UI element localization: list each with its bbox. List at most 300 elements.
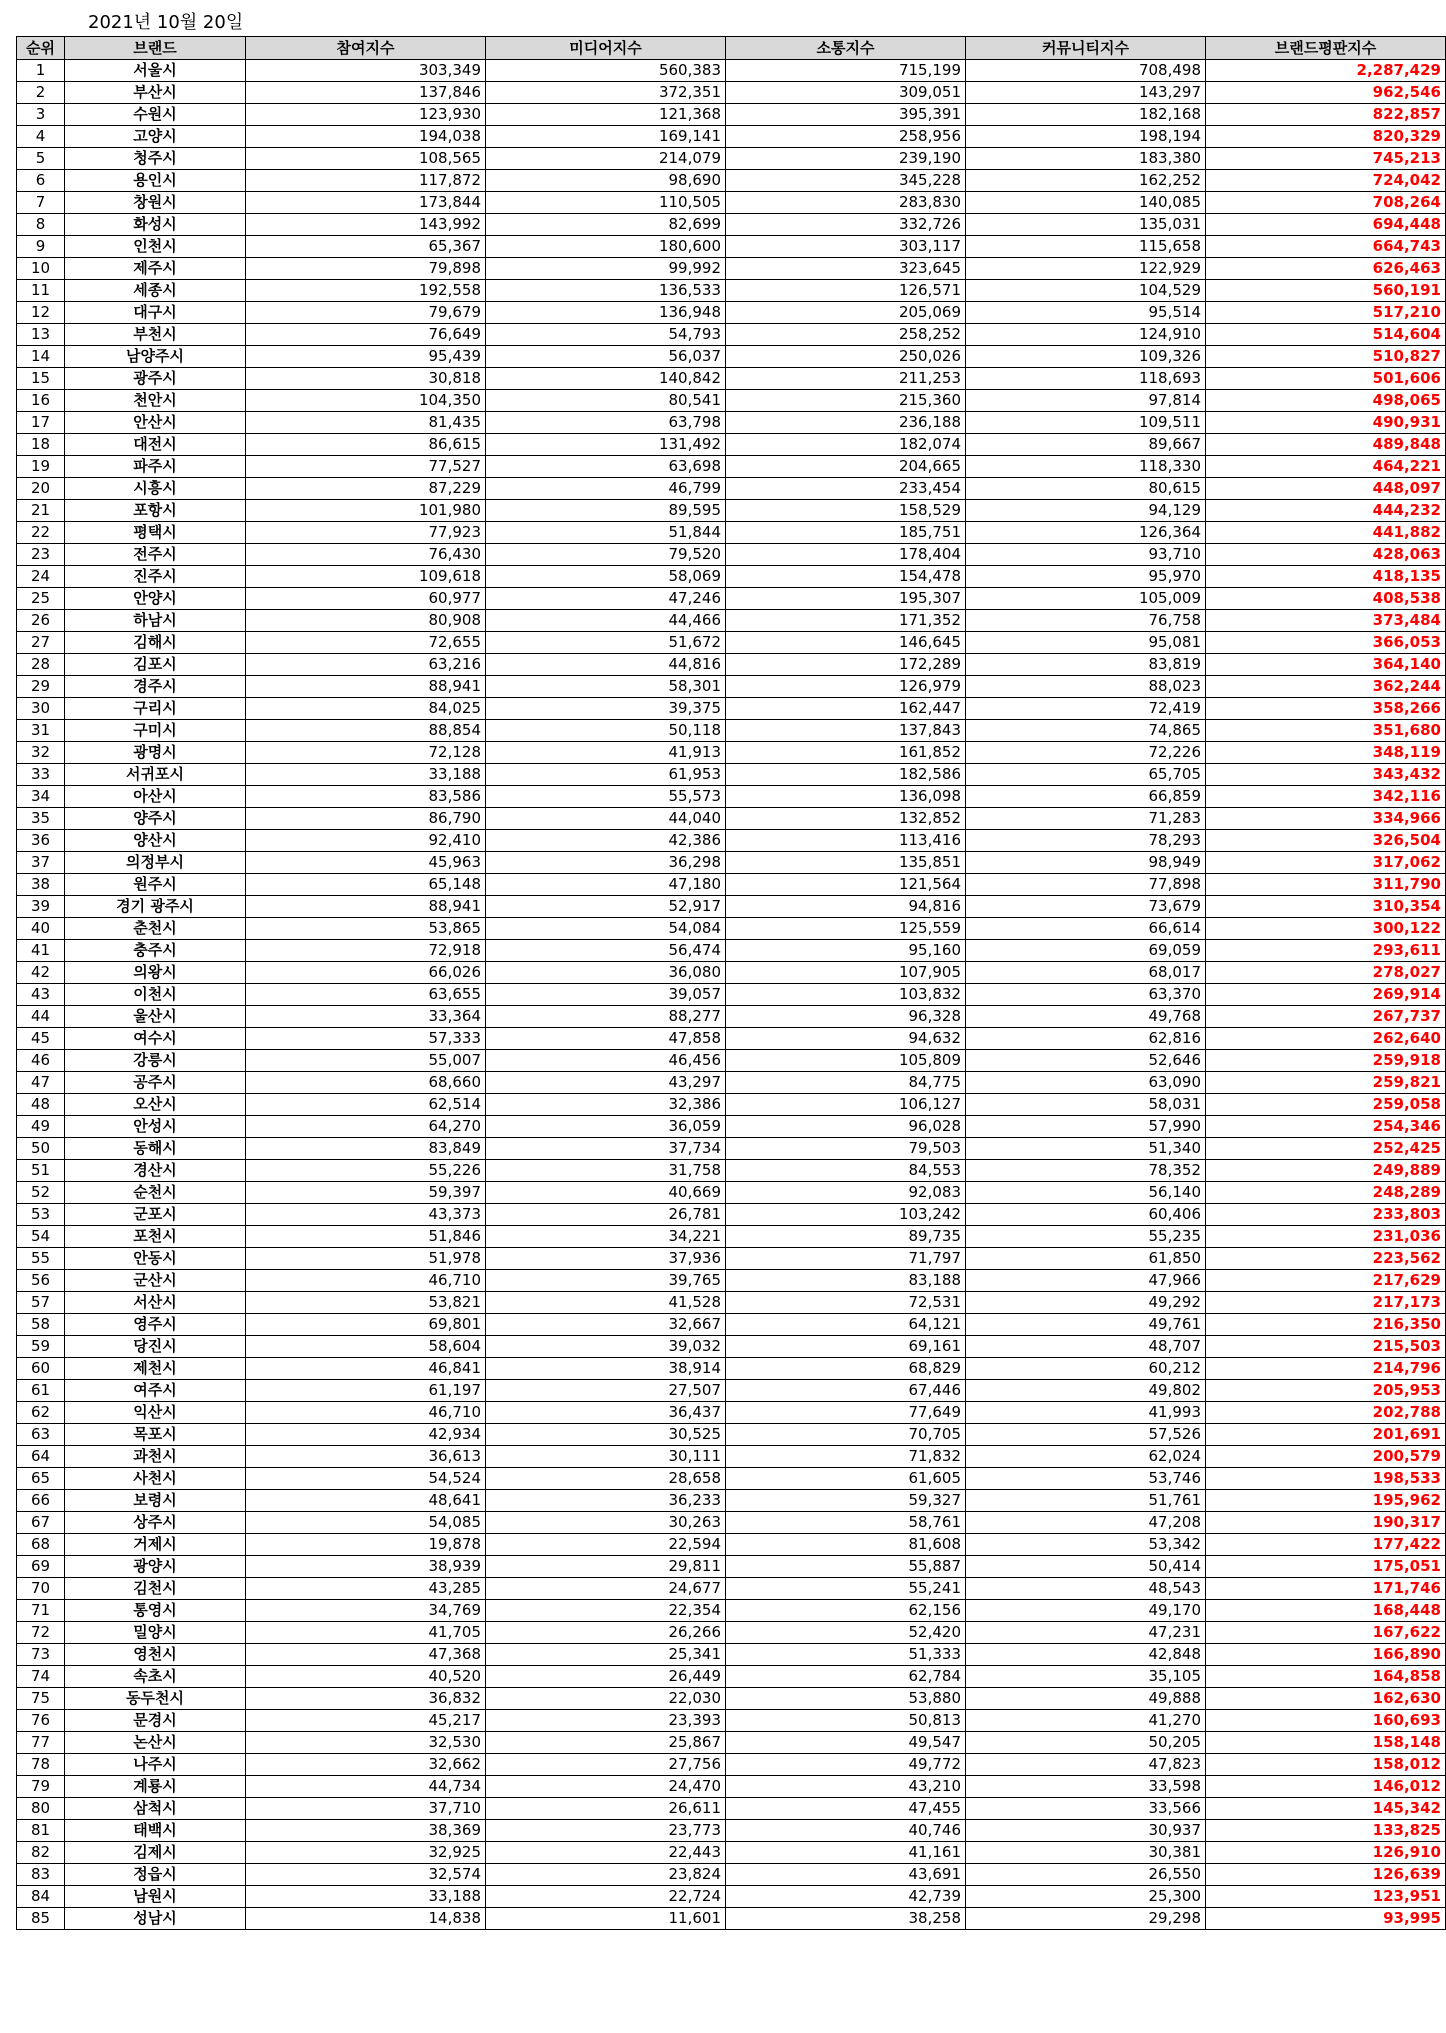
participation-cell: 123,930 xyxy=(246,104,486,126)
communication-cell: 49,772 xyxy=(726,1754,966,1776)
reputation-score-cell: 259,918 xyxy=(1206,1050,1446,1072)
media-cell: 22,030 xyxy=(486,1688,726,1710)
community-cell: 61,850 xyxy=(966,1248,1206,1270)
participation-cell: 38,369 xyxy=(246,1820,486,1842)
brand-cell: 사천시 xyxy=(65,1468,246,1490)
rank-cell: 46 xyxy=(17,1050,65,1072)
brand-cell: 원주시 xyxy=(65,874,246,896)
participation-cell: 143,992 xyxy=(246,214,486,236)
media-cell: 25,341 xyxy=(486,1644,726,1666)
community-cell: 35,105 xyxy=(966,1666,1206,1688)
media-cell: 36,298 xyxy=(486,852,726,874)
brand-cell: 과천시 xyxy=(65,1446,246,1468)
communication-cell: 83,188 xyxy=(726,1270,966,1292)
rank-cell: 51 xyxy=(17,1160,65,1182)
community-cell: 57,990 xyxy=(966,1116,1206,1138)
brand-cell: 안양시 xyxy=(65,588,246,610)
reputation-score-cell: 317,062 xyxy=(1206,852,1446,874)
brand-cell: 춘천시 xyxy=(65,918,246,940)
media-cell: 41,528 xyxy=(486,1292,726,1314)
community-cell: 26,550 xyxy=(966,1864,1206,1886)
communication-cell: 239,190 xyxy=(726,148,966,170)
communication-cell: 51,333 xyxy=(726,1644,966,1666)
reputation-score-cell: 126,639 xyxy=(1206,1864,1446,1886)
brand-cell: 거제시 xyxy=(65,1534,246,1556)
table-row xyxy=(17,1138,1446,1160)
community-cell: 97,814 xyxy=(966,390,1206,412)
communication-cell: 154,478 xyxy=(726,566,966,588)
participation-cell: 86,615 xyxy=(246,434,486,456)
reputation-score-cell: 311,790 xyxy=(1206,874,1446,896)
brand-cell: 청주시 xyxy=(65,148,246,170)
brand-cell: 광명시 xyxy=(65,742,246,764)
brand-cell: 부천시 xyxy=(65,324,246,346)
media-cell: 89,595 xyxy=(486,500,726,522)
brand-cell: 논산시 xyxy=(65,1732,246,1754)
community-cell: 33,566 xyxy=(966,1798,1206,1820)
communication-cell: 215,360 xyxy=(726,390,966,412)
table-body xyxy=(17,60,1446,1930)
rank-cell: 12 xyxy=(17,302,65,324)
media-cell: 43,297 xyxy=(486,1072,726,1094)
community-cell: 63,370 xyxy=(966,984,1206,1006)
community-cell: 50,205 xyxy=(966,1732,1206,1754)
table-row xyxy=(17,962,1446,984)
community-cell: 98,949 xyxy=(966,852,1206,874)
reputation-score-cell: 259,821 xyxy=(1206,1072,1446,1094)
reputation-score-cell: 201,691 xyxy=(1206,1424,1446,1446)
community-cell: 30,937 xyxy=(966,1820,1206,1842)
participation-cell: 43,373 xyxy=(246,1204,486,1226)
rank-cell: 49 xyxy=(17,1116,65,1138)
table-row xyxy=(17,1864,1446,1886)
community-cell: 126,364 xyxy=(966,522,1206,544)
communication-cell: 50,813 xyxy=(726,1710,966,1732)
community-cell: 74,865 xyxy=(966,720,1206,742)
table-row xyxy=(17,412,1446,434)
brand-cell: 구리시 xyxy=(65,698,246,720)
communication-cell: 71,832 xyxy=(726,1446,966,1468)
reputation-score-cell: 517,210 xyxy=(1206,302,1446,324)
rank-cell: 28 xyxy=(17,654,65,676)
community-cell: 69,059 xyxy=(966,940,1206,962)
rank-cell: 80 xyxy=(17,1798,65,1820)
table-row xyxy=(17,1490,1446,1512)
communication-cell: 49,547 xyxy=(726,1732,966,1754)
reputation-score-cell: 231,036 xyxy=(1206,1226,1446,1248)
participation-cell: 46,841 xyxy=(246,1358,486,1380)
media-cell: 24,677 xyxy=(486,1578,726,1600)
rank-cell: 66 xyxy=(17,1490,65,1512)
reputation-score-cell: 93,995 xyxy=(1206,1908,1446,1930)
brand-cell: 목포시 xyxy=(65,1424,246,1446)
reputation-score-cell: 217,629 xyxy=(1206,1270,1446,1292)
participation-cell: 58,604 xyxy=(246,1336,486,1358)
community-cell: 49,802 xyxy=(966,1380,1206,1402)
participation-cell: 55,226 xyxy=(246,1160,486,1182)
community-cell: 115,658 xyxy=(966,236,1206,258)
reputation-score-cell: 342,116 xyxy=(1206,786,1446,808)
participation-cell: 48,641 xyxy=(246,1490,486,1512)
rank-cell: 42 xyxy=(17,962,65,984)
reputation-score-cell: 267,737 xyxy=(1206,1006,1446,1028)
participation-cell: 76,430 xyxy=(246,544,486,566)
table-row xyxy=(17,1050,1446,1072)
communication-cell: 47,455 xyxy=(726,1798,966,1820)
rank-cell: 58 xyxy=(17,1314,65,1336)
brand-cell: 남원시 xyxy=(65,1886,246,1908)
participation-cell: 65,148 xyxy=(246,874,486,896)
participation-cell: 51,846 xyxy=(246,1226,486,1248)
reputation-score-cell: 278,027 xyxy=(1206,962,1446,984)
communication-cell: 68,829 xyxy=(726,1358,966,1380)
communication-cell: 195,307 xyxy=(726,588,966,610)
reputation-score-cell: 262,640 xyxy=(1206,1028,1446,1050)
rank-cell: 33 xyxy=(17,764,65,786)
brand-cell: 대전시 xyxy=(65,434,246,456)
brand-cell: 세종시 xyxy=(65,280,246,302)
table-row xyxy=(17,1094,1446,1116)
table-row xyxy=(17,1908,1446,1930)
participation-cell: 72,918 xyxy=(246,940,486,962)
communication-cell: 55,241 xyxy=(726,1578,966,1600)
brand-cell: 양주시 xyxy=(65,808,246,830)
communication-cell: 161,852 xyxy=(726,742,966,764)
community-cell: 198,194 xyxy=(966,126,1206,148)
brand-cell: 속초시 xyxy=(65,1666,246,1688)
rank-cell: 1 xyxy=(17,60,65,82)
rank-cell: 20 xyxy=(17,478,65,500)
media-cell: 32,667 xyxy=(486,1314,726,1336)
reputation-score-cell: 510,827 xyxy=(1206,346,1446,368)
participation-cell: 88,854 xyxy=(246,720,486,742)
media-cell: 47,858 xyxy=(486,1028,726,1050)
media-cell: 169,141 xyxy=(486,126,726,148)
reputation-score-cell: 326,504 xyxy=(1206,830,1446,852)
communication-cell: 182,586 xyxy=(726,764,966,786)
brand-cell: 삼척시 xyxy=(65,1798,246,1820)
reputation-score-cell: 310,354 xyxy=(1206,896,1446,918)
brand-cell: 영주시 xyxy=(65,1314,246,1336)
table-row xyxy=(17,324,1446,346)
table-row xyxy=(17,698,1446,720)
table-row xyxy=(17,588,1446,610)
rank-cell: 75 xyxy=(17,1688,65,1710)
brand-cell: 성남시 xyxy=(65,1908,246,1930)
brand-cell: 김해시 xyxy=(65,632,246,654)
community-cell: 124,910 xyxy=(966,324,1206,346)
table-row xyxy=(17,500,1446,522)
table-row xyxy=(17,522,1446,544)
communication-cell: 43,210 xyxy=(726,1776,966,1798)
participation-cell: 44,734 xyxy=(246,1776,486,1798)
participation-cell: 59,397 xyxy=(246,1182,486,1204)
media-cell: 39,057 xyxy=(486,984,726,1006)
media-cell: 41,913 xyxy=(486,742,726,764)
community-cell: 109,326 xyxy=(966,346,1206,368)
reputation-score-cell: 694,448 xyxy=(1206,214,1446,236)
table-row xyxy=(17,1182,1446,1204)
rank-cell: 10 xyxy=(17,258,65,280)
table-row xyxy=(17,1798,1446,1820)
communication-cell: 95,160 xyxy=(726,940,966,962)
participation-cell: 55,007 xyxy=(246,1050,486,1072)
table-row xyxy=(17,1270,1446,1292)
media-cell: 54,793 xyxy=(486,324,726,346)
community-cell: 89,667 xyxy=(966,434,1206,456)
table-row xyxy=(17,1116,1446,1138)
community-cell: 122,929 xyxy=(966,258,1206,280)
media-cell: 26,266 xyxy=(486,1622,726,1644)
participation-cell: 72,128 xyxy=(246,742,486,764)
media-cell: 27,756 xyxy=(486,1754,726,1776)
media-cell: 136,948 xyxy=(486,302,726,324)
brand-cell: 포천시 xyxy=(65,1226,246,1248)
communication-cell: 84,775 xyxy=(726,1072,966,1094)
table-row xyxy=(17,1380,1446,1402)
table-row xyxy=(17,1336,1446,1358)
rank-cell: 48 xyxy=(17,1094,65,1116)
reputation-score-cell: 822,857 xyxy=(1206,104,1446,126)
communication-cell: 136,098 xyxy=(726,786,966,808)
participation-cell: 137,846 xyxy=(246,82,486,104)
participation-cell: 60,977 xyxy=(246,588,486,610)
communication-cell: 303,117 xyxy=(726,236,966,258)
media-cell: 58,301 xyxy=(486,676,726,698)
reputation-score-cell: 408,538 xyxy=(1206,588,1446,610)
communication-cell: 55,887 xyxy=(726,1556,966,1578)
media-cell: 30,525 xyxy=(486,1424,726,1446)
media-cell: 110,505 xyxy=(486,192,726,214)
media-cell: 136,533 xyxy=(486,280,726,302)
brand-cell: 용인시 xyxy=(65,170,246,192)
reputation-score-cell: 259,058 xyxy=(1206,1094,1446,1116)
participation-cell: 81,435 xyxy=(246,412,486,434)
communication-cell: 283,830 xyxy=(726,192,966,214)
media-cell: 80,541 xyxy=(486,390,726,412)
reputation-score-cell: 168,448 xyxy=(1206,1600,1446,1622)
rank-cell: 36 xyxy=(17,830,65,852)
rank-cell: 84 xyxy=(17,1886,65,1908)
community-cell: 77,898 xyxy=(966,874,1206,896)
rank-cell: 56 xyxy=(17,1270,65,1292)
community-cell: 83,819 xyxy=(966,654,1206,676)
reputation-score-cell: 820,329 xyxy=(1206,126,1446,148)
participation-cell: 38,939 xyxy=(246,1556,486,1578)
rank-cell: 6 xyxy=(17,170,65,192)
community-cell: 88,023 xyxy=(966,676,1206,698)
community-cell: 95,970 xyxy=(966,566,1206,588)
rank-cell: 79 xyxy=(17,1776,65,1798)
rank-cell: 27 xyxy=(17,632,65,654)
table-row xyxy=(17,1358,1446,1380)
brand-cell: 안산시 xyxy=(65,412,246,434)
brand-cell: 창원시 xyxy=(65,192,246,214)
brand-cell: 전주시 xyxy=(65,544,246,566)
participation-cell: 33,188 xyxy=(246,764,486,786)
communication-cell: 172,289 xyxy=(726,654,966,676)
brand-cell: 보령시 xyxy=(65,1490,246,1512)
table-row xyxy=(17,676,1446,698)
community-cell: 72,226 xyxy=(966,742,1206,764)
table-row xyxy=(17,280,1446,302)
participation-cell: 303,349 xyxy=(246,60,486,82)
brand-cell: 밀양시 xyxy=(65,1622,246,1644)
participation-cell: 68,660 xyxy=(246,1072,486,1094)
media-cell: 22,443 xyxy=(486,1842,726,1864)
participation-cell: 92,410 xyxy=(246,830,486,852)
table-row xyxy=(17,1534,1446,1556)
media-cell: 27,507 xyxy=(486,1380,726,1402)
brand-cell: 태백시 xyxy=(65,1820,246,1842)
community-cell: 47,823 xyxy=(966,1754,1206,1776)
reputation-score-cell: 358,266 xyxy=(1206,698,1446,720)
media-cell: 32,386 xyxy=(486,1094,726,1116)
brand-cell: 평택시 xyxy=(65,522,246,544)
reputation-score-cell: 300,122 xyxy=(1206,918,1446,940)
community-cell: 94,129 xyxy=(966,500,1206,522)
communication-cell: 178,404 xyxy=(726,544,966,566)
table-row xyxy=(17,1226,1446,1248)
rank-cell: 78 xyxy=(17,1754,65,1776)
reputation-score-cell: 198,533 xyxy=(1206,1468,1446,1490)
community-cell: 182,168 xyxy=(966,104,1206,126)
media-cell: 55,573 xyxy=(486,786,726,808)
table-row xyxy=(17,1468,1446,1490)
media-cell: 44,040 xyxy=(486,808,726,830)
reputation-score-cell: 146,012 xyxy=(1206,1776,1446,1798)
reputation-score-cell: 444,232 xyxy=(1206,500,1446,522)
reputation-score-cell: 441,882 xyxy=(1206,522,1446,544)
media-cell: 30,263 xyxy=(486,1512,726,1534)
participation-cell: 83,849 xyxy=(246,1138,486,1160)
rank-cell: 7 xyxy=(17,192,65,214)
reputation-score-cell: 351,680 xyxy=(1206,720,1446,742)
brand-cell: 수원시 xyxy=(65,104,246,126)
rank-cell: 22 xyxy=(17,522,65,544)
header-brand: 브랜드 xyxy=(65,37,246,60)
rank-cell: 61 xyxy=(17,1380,65,1402)
community-cell: 95,514 xyxy=(966,302,1206,324)
brand-cell: 나주시 xyxy=(65,1754,246,1776)
participation-cell: 47,368 xyxy=(246,1644,486,1666)
brand-cell: 서울시 xyxy=(65,60,246,82)
media-cell: 31,758 xyxy=(486,1160,726,1182)
media-cell: 44,816 xyxy=(486,654,726,676)
table-row xyxy=(17,1578,1446,1600)
brand-cell: 통영시 xyxy=(65,1600,246,1622)
communication-cell: 71,797 xyxy=(726,1248,966,1270)
header-participation-index: 참여지수 xyxy=(246,37,486,60)
media-cell: 25,867 xyxy=(486,1732,726,1754)
rank-cell: 35 xyxy=(17,808,65,830)
reputation-score-cell: 200,579 xyxy=(1206,1446,1446,1468)
table-row xyxy=(17,566,1446,588)
brand-cell: 경산시 xyxy=(65,1160,246,1182)
table-row xyxy=(17,214,1446,236)
table-row xyxy=(17,434,1446,456)
participation-cell: 77,527 xyxy=(246,456,486,478)
media-cell: 61,953 xyxy=(486,764,726,786)
brand-cell: 안성시 xyxy=(65,1116,246,1138)
media-cell: 140,842 xyxy=(486,368,726,390)
participation-cell: 45,217 xyxy=(246,1710,486,1732)
media-cell: 88,277 xyxy=(486,1006,726,1028)
media-cell: 99,992 xyxy=(486,258,726,280)
media-cell: 56,474 xyxy=(486,940,726,962)
communication-cell: 345,228 xyxy=(726,170,966,192)
brand-reputation-table xyxy=(16,36,1446,1930)
communication-cell: 258,956 xyxy=(726,126,966,148)
community-cell: 49,888 xyxy=(966,1688,1206,1710)
rank-cell: 65 xyxy=(17,1468,65,1490)
brand-cell: 익산시 xyxy=(65,1402,246,1424)
community-cell: 104,529 xyxy=(966,280,1206,302)
reputation-score-cell: 145,342 xyxy=(1206,1798,1446,1820)
brand-cell: 강릉시 xyxy=(65,1050,246,1072)
communication-cell: 67,446 xyxy=(726,1380,966,1402)
reputation-score-cell: 418,135 xyxy=(1206,566,1446,588)
brand-cell: 군포시 xyxy=(65,1204,246,1226)
participation-cell: 32,925 xyxy=(246,1842,486,1864)
participation-cell: 33,188 xyxy=(246,1886,486,1908)
reputation-score-cell: 498,065 xyxy=(1206,390,1446,412)
participation-cell: 33,364 xyxy=(246,1006,486,1028)
media-cell: 29,811 xyxy=(486,1556,726,1578)
communication-cell: 62,784 xyxy=(726,1666,966,1688)
reputation-score-cell: 162,630 xyxy=(1206,1688,1446,1710)
brand-cell: 고양시 xyxy=(65,126,246,148)
communication-cell: 105,809 xyxy=(726,1050,966,1072)
rank-cell: 39 xyxy=(17,896,65,918)
reputation-score-cell: 293,611 xyxy=(1206,940,1446,962)
header-communication-index: 소통지수 xyxy=(726,37,966,60)
participation-cell: 30,818 xyxy=(246,368,486,390)
participation-cell: 69,801 xyxy=(246,1314,486,1336)
community-cell: 53,746 xyxy=(966,1468,1206,1490)
participation-cell: 62,514 xyxy=(246,1094,486,1116)
reputation-score-cell: 190,317 xyxy=(1206,1512,1446,1534)
brand-cell: 천안시 xyxy=(65,390,246,412)
rank-cell: 8 xyxy=(17,214,65,236)
community-cell: 50,414 xyxy=(966,1556,1206,1578)
rank-cell: 21 xyxy=(17,500,65,522)
rank-cell: 31 xyxy=(17,720,65,742)
table-row xyxy=(17,1160,1446,1182)
participation-cell: 87,229 xyxy=(246,478,486,500)
table-row xyxy=(17,720,1446,742)
table-row xyxy=(17,1820,1446,1842)
community-cell: 33,598 xyxy=(966,1776,1206,1798)
brand-cell: 여주시 xyxy=(65,1380,246,1402)
rank-cell: 18 xyxy=(17,434,65,456)
reputation-score-cell: 348,119 xyxy=(1206,742,1446,764)
media-cell: 56,037 xyxy=(486,346,726,368)
brand-cell: 파주시 xyxy=(65,456,246,478)
table-row xyxy=(17,1204,1446,1226)
brand-cell: 공주시 xyxy=(65,1072,246,1094)
communication-cell: 107,905 xyxy=(726,962,966,984)
rank-cell: 32 xyxy=(17,742,65,764)
media-cell: 36,080 xyxy=(486,962,726,984)
reputation-score-cell: 490,931 xyxy=(1206,412,1446,434)
table-row xyxy=(17,632,1446,654)
brand-cell: 부산시 xyxy=(65,82,246,104)
communication-cell: 125,559 xyxy=(726,918,966,940)
rank-cell: 5 xyxy=(17,148,65,170)
communication-cell: 64,121 xyxy=(726,1314,966,1336)
media-cell: 51,844 xyxy=(486,522,726,544)
